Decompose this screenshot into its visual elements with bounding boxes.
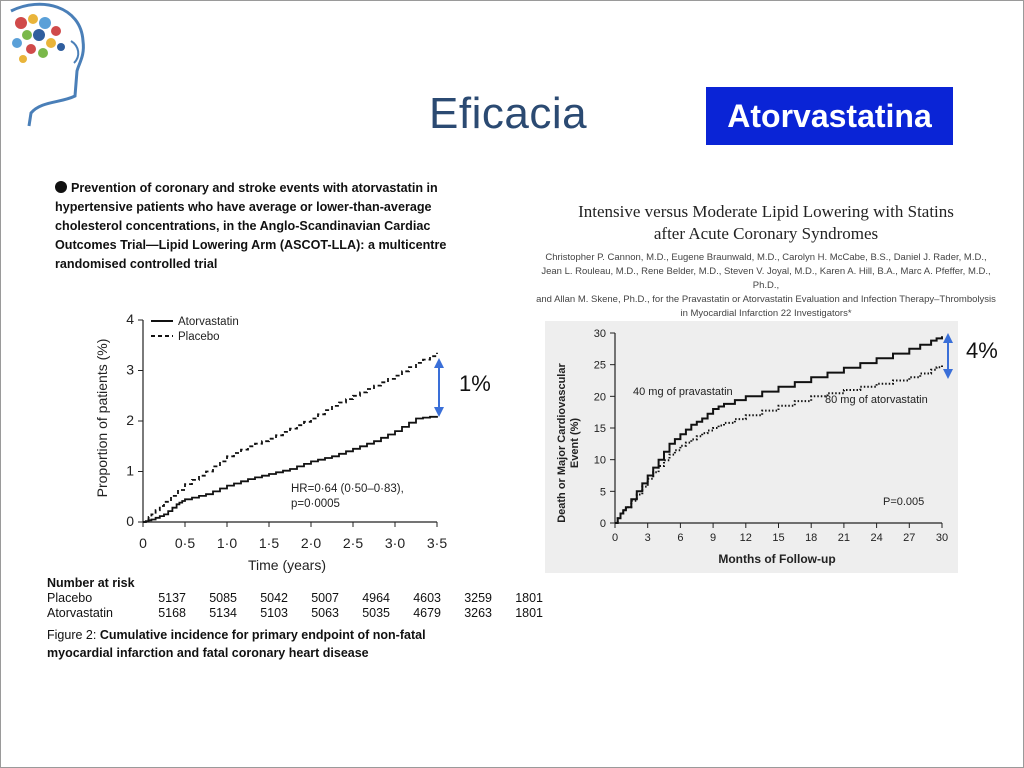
paper-title — [531, 201, 1001, 245]
ascot-difference-label: 1% — [459, 371, 491, 396]
risk-value: 4603 — [413, 590, 441, 605]
risk-value: 5103 — [260, 605, 288, 620]
risk-value: 1801 — [515, 590, 543, 605]
x-tick-label: 1·5 — [258, 535, 280, 551]
risk-row-name: Atorvastatin — [47, 605, 114, 620]
ascot-annotation-hr: HR=0·64 (0·50–0·83), — [291, 483, 404, 495]
legend-atorvastatin: Atorvastatin — [178, 316, 239, 328]
article-title-text: Prevention of coronary and stroke events with atorvastatin in hypertensive patients who have average or lower-than-average cholesterol concentrations, in the Anglo-Scandinavian Cardiac Outcomes Trial—Lipid Lowering Arm (ASCOT-LLA): a multicentre randomised controlled trial — [55, 181, 447, 271]
prove-it-ylabel-line1: Death or Major Cardiovascular — [556, 363, 568, 523]
article-title — [55, 179, 475, 274]
caption-text: Cumulative incidence for primary endpoint of non-fatal myocardial infarction and fatal coronary heart disease — [47, 628, 426, 660]
risk-value: 3259 — [464, 590, 492, 605]
figure-caption — [47, 626, 477, 662]
risk-value: 5168 — [158, 605, 186, 620]
x-tick-label: 9 — [710, 532, 717, 544]
risk-value: 5134 — [209, 605, 237, 620]
prove-it-annotation: P=0.005 — [883, 496, 925, 508]
prove-it-difference-label: 4% — [966, 338, 998, 363]
risk-table — [47, 590, 543, 620]
y-tick-label: 0 — [126, 513, 134, 529]
risk-value: 5085 — [209, 590, 237, 605]
caption-prefix: Figure 2: — [47, 628, 100, 642]
y-tick-label: 20 — [593, 391, 606, 404]
prove-it-chart — [545, 321, 958, 573]
paper-title-line2: after Acute Coronary Syndromes — [653, 224, 879, 243]
prove-it-ylabel — [556, 363, 581, 523]
ascot-series — [143, 353, 437, 522]
ascot-xlabel: Time (years) — [247, 557, 327, 573]
risk-row-placebo — [47, 590, 543, 605]
y-tick-label: 5 — [599, 486, 606, 499]
paper-authors — [531, 251, 1001, 321]
number-at-risk — [47, 576, 543, 620]
x-tick-label: 12 — [739, 532, 752, 544]
brain-head-icon — [1, 1, 141, 166]
y-tick-label: 1 — [126, 462, 134, 479]
x-tick-label: 21 — [837, 532, 851, 544]
y-tick-label: 4 — [126, 311, 134, 327]
y-tick-label: 30 — [593, 328, 606, 340]
x-tick-label: 0 — [611, 532, 619, 544]
label-atorvastatin: 80 mg of atorvastatin — [825, 394, 928, 406]
author-line: Christopher P. Cannon, M.D., Eugene Braunwald, M.D., Carolyn H. McCabe, B.S., Daniel J. Rader, M.D., — [545, 252, 987, 263]
risk-value: 5063 — [311, 605, 339, 620]
prove-it-difference-arrow — [943, 333, 953, 379]
ascot-annotation-p: p=0·0005 — [291, 498, 340, 510]
y-tick-label: 10 — [593, 454, 606, 467]
x-tick-label: 2·5 — [342, 535, 364, 551]
risk-value: 3263 — [464, 605, 492, 620]
x-tick-label: 15 — [772, 532, 785, 544]
prove-it-axes — [594, 328, 948, 544]
author-line: and Allan M. Skene, Ph.D., for the Pravastatin or Atorvastatin Evaluation and Infection Therapy–Thrombolysis — [536, 294, 996, 305]
risk-value: 4964 — [362, 590, 390, 605]
x-tick-label: 2·0 — [300, 535, 322, 551]
ascot-difference-arrow — [434, 358, 444, 417]
x-tick-label: 3 — [644, 532, 651, 544]
y-tick-label: 25 — [593, 359, 606, 372]
ascot-chart — [81, 306, 471, 576]
x-tick-label: 24 — [870, 532, 883, 544]
label-pravastatin: 40 mg of pravastatin — [633, 386, 733, 398]
x-tick-label: 27 — [903, 532, 916, 544]
x-tick-label: 18 — [805, 532, 818, 544]
prove-it-ylabel-line2: Event (%) — [569, 417, 581, 469]
risk-value: 1801 — [515, 605, 543, 620]
series-line — [615, 336, 942, 523]
risk-value: 4679 — [413, 605, 441, 620]
x-tick-label: 30 — [935, 532, 949, 544]
prove-it-series — [615, 336, 942, 523]
author-line: in Myocardial Infarction 22 Investigators* — [680, 308, 852, 319]
x-tick-label: 3·0 — [384, 535, 406, 551]
series-line — [143, 353, 437, 522]
risk-value: 5042 — [260, 590, 288, 605]
risk-heading: Number at risk — [47, 576, 135, 590]
risk-row-atorvastatin — [47, 605, 543, 620]
y-tick-label: 0 — [599, 518, 606, 530]
x-tick-label: 1·0 — [216, 535, 238, 551]
y-tick-label: 15 — [593, 423, 606, 435]
legend-placebo: Placebo — [178, 331, 220, 343]
open-access-icon — [55, 181, 67, 193]
y-tick-label: 2 — [126, 412, 134, 428]
prove-it-xlabel: Months of Follow-up — [718, 552, 836, 566]
slide-title: Eficacia — [429, 89, 588, 138]
ascot-ylabel: Proportion of patients (%) — [94, 338, 110, 498]
x-tick-label: 0 — [139, 535, 147, 551]
paper-title-line1: Intensive versus Moderate Lipid Lowering with Statins — [578, 202, 954, 221]
author-line: Jean L. Rouleau, M.D., Rene Belder, M.D., Steven V. Joyal, M.D., Karen A. Hill, B.A., Marc A. Pfeffer, M.D., Ph.D., — [541, 266, 991, 291]
risk-value: 5137 — [158, 590, 186, 605]
x-tick-label: 3·5 — [426, 535, 448, 551]
x-tick-label: 0·5 — [174, 535, 196, 551]
risk-row-name: Placebo — [47, 590, 93, 605]
risk-value: 5007 — [311, 590, 339, 605]
y-tick-label: 3 — [126, 361, 134, 378]
x-tick-label: 6 — [677, 532, 684, 544]
series-line — [143, 416, 437, 522]
drug-badge: Atorvastatina — [706, 87, 953, 145]
risk-value: 5035 — [362, 605, 390, 620]
